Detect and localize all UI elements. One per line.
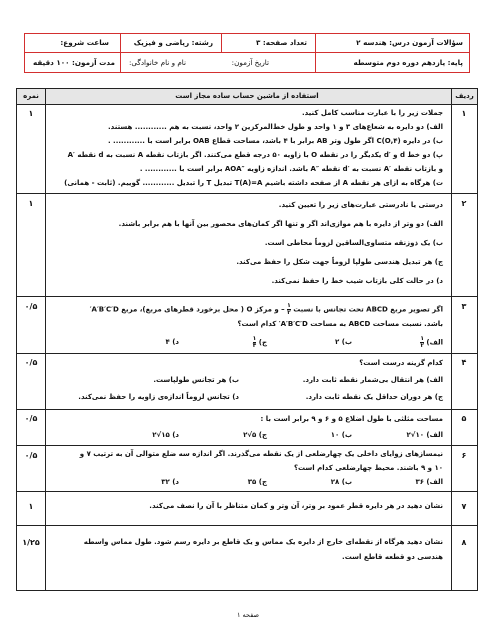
page-number: صفحه ۱ — [236, 611, 260, 619]
q6-option-c: ج) ۳۵ — [247, 478, 267, 486]
header-col-divider-2 — [315, 34, 316, 52]
q1-line: و بازتاب نقطه ′A نسبت به ′d نقطه ″A باشد. اندازه زاویه ″AOA برابر است با ............ . — [139, 165, 443, 173]
header-col-divider-3 — [221, 34, 222, 52]
q2-line: ب) یک ذوزنقه متساوی‌الساقین لزوماً محاطی است. — [264, 239, 443, 247]
q1-line: ت) هرگاه به ازای هر نقطه A از صفحه داشته باشیم T(A)=A تبدیل T را تبدیل ............ گوییم. (ثابت - همانی) — [64, 179, 443, 187]
q2-line: الف) دو وتر از دایره با هم موازی‌اند اگر و تنها اگر کمان‌های محصور بین آنها با هم برابر باشند. — [118, 220, 443, 228]
exam-header — [24, 33, 470, 73]
q5-number: ۵ — [461, 414, 467, 423]
q8-line: هندسی دو قطعه قاطع است. — [342, 553, 443, 561]
q6-option-d: د) ۳۲ — [161, 478, 179, 486]
q3-option-c: ج) $\frac{۱}{۴}$ — [252, 335, 267, 349]
q6-number: ۶ — [461, 451, 467, 460]
q1-line: جملات زیر را با عبارت مناسب کامل کنید. — [301, 109, 443, 117]
course-label: سؤالات آزمون درس: هندسه ۲ — [356, 38, 463, 47]
q4-option-a: الف) هر انتقال بی‌شمار نقطه ثابت دارد. — [302, 376, 443, 384]
q7-score: ۱ — [28, 502, 34, 511]
q7-line: نشان دهید در هر دایره قطر عمود بر وتر، آن وتر و کمان متناظر با آن را نصف می‌کند. — [149, 502, 443, 510]
q3-line2: باشد. نسبت مساحت ABCD به مساحت A′B′C′D′ کدام است؟ — [237, 320, 443, 328]
q1-line: پ) دو خط d و ′d یکدیگر را در نقطه O با زاویه ۵۰ درجه قطع می‌کنند. اگر بازتاب نقطه A نسبت به d نقطه ′A — [67, 151, 443, 159]
q3-number: ۳ — [461, 302, 467, 311]
q2-line: درستی یا نادرستی عبارت‌های زیر را تعیین کنید. — [278, 201, 443, 209]
q8-number: ۸ — [461, 538, 467, 547]
q5-option-d: د) ۱۵√۲ — [152, 431, 179, 439]
header-col-divider-4 — [315, 52, 316, 72]
header-col-divider — [120, 34, 121, 72]
col-score-header: نمره — [23, 92, 39, 100]
q4-line: کدام گزینه درست است؟ — [359, 359, 443, 367]
q4-option-d: د) تجانس لزوماً اندازه‌ی زاویه را حفظ نمی‌کند. — [78, 393, 239, 401]
q3-option-a: الف) $\frac{۱}{۲}$ — [420, 335, 443, 349]
col-title-header: استفاده از ماشین حساب ساده مجاز است — [175, 92, 319, 100]
q1-score: ۱ — [28, 109, 34, 118]
header-divider — [25, 52, 469, 53]
q5-question: مساحت مثلثی با طول اضلاع ۵ و ۶ و ۹ برابر است با : — [260, 415, 443, 423]
q8-line: نشان دهید هرگاه از نقطه‌ای خارج از دایره یک مماس و یک قاطع بر دایره رسم شود. طول مماس واسطه — [83, 538, 443, 546]
start-time-label: ساعت شروع: — [60, 38, 109, 47]
q1-number: ۱ — [461, 109, 467, 118]
q2-line: د) در حالت کلی بازتاب شیب خط را حفظ نمی‌کند. — [271, 277, 443, 285]
q8-score: ۱/۲۵ — [22, 538, 40, 547]
q4-score: ۰/۵ — [24, 358, 38, 367]
q3-score: ۰/۵ — [24, 302, 38, 311]
q3-line1: اگر تصویر مربع ABCD تحت تجانس با نسبت $\frac{۱}{۲}$ – و مرکز O ( محل برخورد قطرهای مربع)، مربع A′B′C′D′ — [89, 302, 443, 316]
q4-option-c: ج) هر دوران حداقل یک نقطه ثابت دارد. — [305, 393, 443, 401]
q6-option-b: ب) ۲۸ — [330, 478, 352, 486]
q1-line: الف) دو دایره به شعاع‌های ۳ و ۱ واحد و طول خط‌المرکزین ۲ واحد، نسبت به هم ............ هستند. — [108, 123, 443, 131]
row-col-line — [451, 89, 452, 590]
q5-option-a: الف) ۱۰√۲ — [406, 431, 443, 439]
fraction: $\frac{۱}{۲}$ — [420, 335, 424, 349]
q7-number: ۷ — [461, 502, 467, 511]
score-col-line — [45, 89, 46, 590]
questions-table — [16, 88, 478, 591]
q2-line: ج) هر تبدیل هندسی طولپا لزوماً جهت شکل را حفظ می‌کند. — [236, 258, 443, 266]
exam-date-label: تاریخ آزمون: — [231, 58, 269, 67]
field-label: رشته: ریاضی و فیزیک — [133, 38, 213, 47]
q5-score: ۰/۵ — [24, 414, 38, 423]
pages-label: تعداد صفحه: ۳ — [256, 38, 307, 47]
q3-option-b: ب) ۲ — [335, 338, 352, 346]
student-name-label: نام و نام خانوادگی: — [129, 58, 186, 67]
q5-option-b: ب) ۱۰ — [330, 431, 352, 439]
fraction: $\frac{۱}{۲}$ — [287, 302, 291, 316]
q6-line: ۱۰ و ۹ باشند. محیط چهارضلعی کدام است؟ — [293, 464, 443, 472]
q6-option-a: الف) ۳۶ — [415, 478, 443, 486]
q1-line: ب) در دایره C(O,۴) اگر طول وتر AB برابر با ۴ باشد، مساحت قطاع OAB برابر است با ............ . — [107, 137, 443, 145]
q4-option-b: ب) هر تجانس طولپاست. — [153, 376, 239, 384]
grade-label: پایه: یازدهم دوره دوم متوسطه — [353, 58, 463, 67]
q2-score: ۱ — [28, 199, 34, 208]
q6-score: ۰/۵ — [24, 451, 38, 460]
q6-line: نیمسازهای زوایای داخلی یک چهارضلعی از یک نقطه می‌گذرند. اگر اندازه سه ضلع متوالی آن به ترتیب ۷ و — [79, 450, 443, 458]
q5-option-c: ج) ۵√۲ — [243, 431, 267, 439]
col-row-header: ردیف — [455, 92, 474, 100]
q3-option-d: د) ۴ — [165, 338, 179, 346]
duration-label: مدت آزمون: ۱۰۰ دقیقه — [33, 58, 115, 67]
fraction: $\frac{۱}{۴}$ — [252, 335, 257, 349]
q2-number: ۲ — [461, 199, 467, 208]
q4-number: ۴ — [461, 358, 467, 367]
